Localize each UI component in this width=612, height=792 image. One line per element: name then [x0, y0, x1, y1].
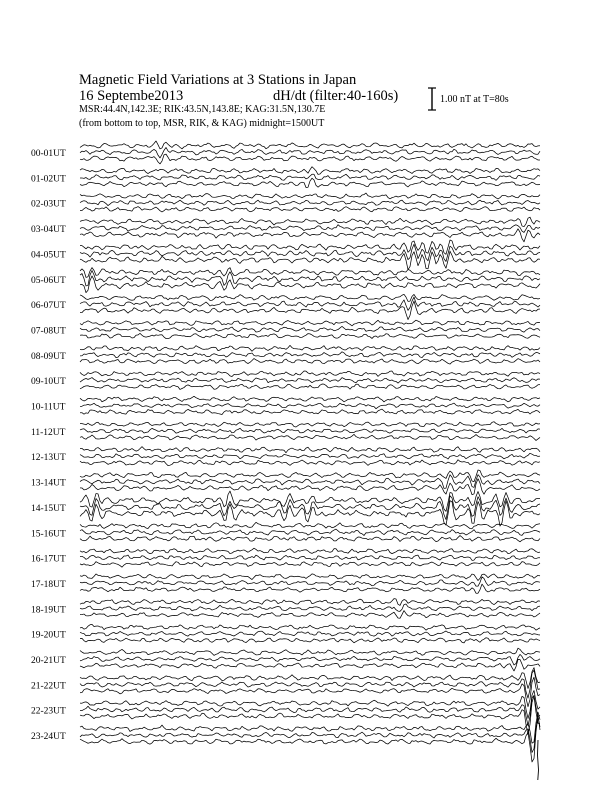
- row-label: 20-21UT: [31, 656, 66, 666]
- station-trace: [80, 207, 540, 212]
- station-trace: [80, 638, 540, 643]
- station-trace: [80, 174, 540, 180]
- row-label: 13-14UT: [31, 478, 66, 489]
- station-trace: [80, 470, 540, 482]
- station-trace: [80, 229, 540, 242]
- station-trace: [80, 599, 540, 606]
- hour-row: [80, 268, 540, 293]
- station-trace: [80, 716, 540, 762]
- row-label: 16-17UT: [31, 554, 66, 565]
- station-trace: [80, 696, 540, 735]
- hour-row: [80, 396, 540, 414]
- station-trace: [80, 555, 540, 560]
- row-label: 17-18UT: [31, 579, 66, 590]
- station-trace: [80, 396, 540, 401]
- row-label: 04-05UT: [31, 250, 66, 261]
- row-label: 14-15UT: [31, 503, 66, 514]
- chart-date: 16 Septembe2013: [79, 88, 184, 104]
- row-label: 03-04UT: [31, 225, 66, 236]
- station-trace: [80, 352, 540, 358]
- hour-row: [80, 548, 540, 567]
- hour-row: [80, 193, 540, 212]
- row-label: 07-08UT: [31, 326, 66, 337]
- station-trace: [80, 301, 540, 320]
- station-trace: [80, 631, 540, 636]
- station-trace: [80, 359, 540, 365]
- end-spike-trace: [538, 740, 539, 780]
- station-trace: [80, 333, 540, 338]
- station-trace: [80, 522, 540, 528]
- station-trace: [80, 276, 540, 293]
- row-label: 02-03UT: [31, 199, 66, 210]
- station-trace: [80, 268, 540, 278]
- station-trace: [80, 345, 540, 351]
- row-label: 01-02UT: [31, 174, 66, 185]
- station-order-note: (from bottom to top, MSR, RIK, & KAG) midnight=1500UT: [79, 118, 325, 129]
- station-trace: [80, 326, 540, 332]
- station-trace: [80, 434, 540, 440]
- station-trace: [80, 648, 540, 655]
- station-trace: [80, 141, 540, 149]
- station-trace: [80, 624, 540, 630]
- hour-row: [80, 167, 540, 188]
- row-label: 18-19UT: [31, 605, 66, 616]
- hour-row: [80, 447, 540, 466]
- row-label: 11-12UT: [31, 427, 66, 438]
- hour-row: [80, 141, 540, 164]
- station-trace: [80, 428, 540, 433]
- station-trace: [80, 536, 540, 542]
- station-trace: [80, 447, 540, 453]
- hour-row: [80, 422, 540, 441]
- station-trace: [80, 240, 540, 254]
- row-label: 21-22UT: [31, 681, 66, 692]
- row-label: 15-16UT: [31, 529, 66, 540]
- row-label: 08-09UT: [31, 351, 66, 362]
- scale-bar: [428, 88, 436, 110]
- scale-bar-label: 1.00 nT at T=80s: [440, 94, 509, 105]
- hour-row: [80, 371, 540, 389]
- station-trace: [80, 654, 540, 665]
- station-trace: [80, 584, 540, 593]
- row-label: 22-23UT: [31, 706, 66, 717]
- station-trace: [80, 611, 540, 619]
- hour-row: [80, 648, 540, 671]
- station-trace: [80, 460, 540, 466]
- station-trace: [80, 453, 540, 459]
- hour-row: [80, 491, 540, 526]
- hour-row: [80, 599, 540, 619]
- hour-row: [80, 574, 540, 593]
- station-trace: [80, 193, 540, 199]
- station-trace: [80, 403, 540, 409]
- station-trace: [80, 320, 540, 326]
- station-trace: [80, 696, 540, 726]
- station-coordinates: MSR:44.4N,142.3E; RIK:43.5N,143.8E; KAG:31.5N,130.7E: [79, 104, 326, 115]
- hour-row: [80, 320, 540, 339]
- row-label: 19-20UT: [31, 630, 66, 641]
- station-trace: [80, 371, 540, 376]
- station-trace: [80, 562, 540, 568]
- station-trace: [80, 225, 540, 233]
- station-trace: [80, 577, 540, 586]
- hour-row: [80, 217, 540, 242]
- hour-row: [80, 470, 540, 495]
- station-trace: [80, 378, 540, 384]
- row-label: 10-11UT: [31, 402, 66, 413]
- station-trace: [80, 548, 540, 553]
- hour-row: [80, 522, 540, 541]
- station-trace: [80, 147, 540, 157]
- station-trace: [80, 409, 540, 414]
- station-trace: [80, 200, 540, 205]
- station-trace: [80, 604, 540, 611]
- row-label: 05-06UT: [31, 275, 66, 286]
- station-trace: [80, 690, 540, 718]
- hour-row: [80, 345, 540, 364]
- station-trace: [80, 670, 540, 698]
- station-trace: [80, 217, 540, 227]
- station-trace: [80, 716, 540, 752]
- station-trace: [80, 167, 540, 175]
- station-trace: [80, 294, 540, 301]
- station-trace: [80, 659, 540, 671]
- station-trace: [80, 529, 540, 535]
- station-trace: [80, 154, 540, 164]
- station-trace: [80, 574, 540, 581]
- row-label: 23-24UT: [31, 732, 66, 743]
- hour-row: [80, 690, 540, 734]
- hour-row: [80, 668, 540, 707]
- chart-quantity: dH/dt (filter:40-160s): [273, 88, 399, 104]
- row-label: 12-13UT: [31, 453, 66, 464]
- hour-row: [80, 624, 540, 643]
- station-trace: [80, 422, 540, 427]
- station-trace: [80, 178, 540, 187]
- hour-row: [80, 712, 540, 762]
- hour-row: [80, 294, 540, 319]
- hour-row: [80, 240, 540, 270]
- chart-title: Magnetic Field Variations at 3 Stations in Japan: [79, 72, 357, 88]
- station-trace: [80, 384, 540, 389]
- row-label: 09-10UT: [31, 377, 66, 388]
- row-label: 00-01UT: [31, 149, 66, 159]
- row-label: 06-07UT: [31, 301, 66, 312]
